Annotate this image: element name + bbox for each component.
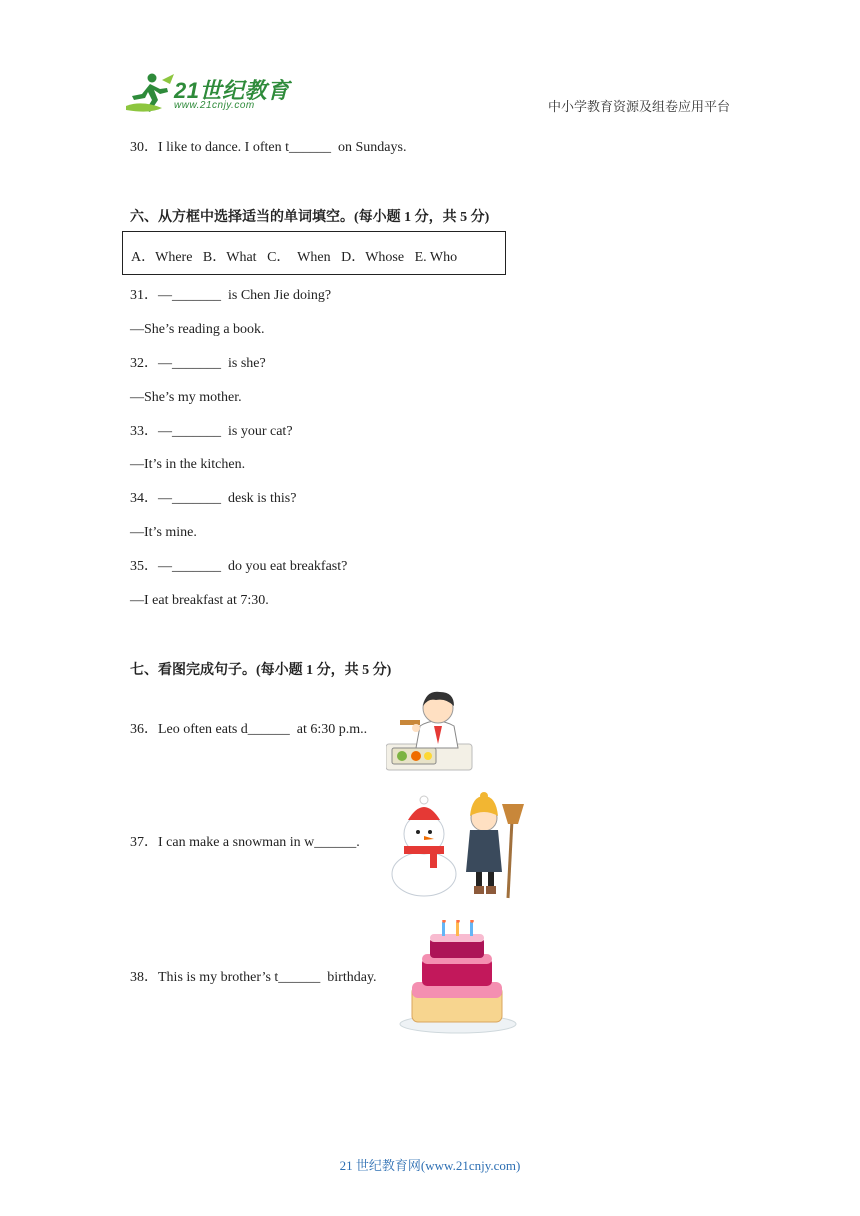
word-options: A．Where B．What C． When D．Whose E. Who bbox=[131, 250, 458, 265]
answer-33: —It’s in the kitchen. bbox=[130, 457, 246, 472]
section-7-title: 七、看图完成句子。(每小题 1 分，共 5 分) bbox=[130, 663, 392, 678]
answer-34: —It’s mine. bbox=[130, 525, 197, 540]
snowman-and-girl-illustration bbox=[380, 790, 532, 900]
answer-31: —She’s reading a book. bbox=[130, 322, 265, 337]
question-34: 34．—_______ desk is this? bbox=[130, 491, 297, 506]
answer-32: —She’s my mother. bbox=[130, 390, 242, 405]
word-options-box bbox=[122, 231, 506, 275]
question-37: 37．I can make a snowman in w______. bbox=[130, 835, 360, 850]
header-platform-text: 中小学教育资源及组卷应用平台 bbox=[547, 99, 730, 114]
footer-link[interactable]: 21 世纪教育网(www.21cnjy.com) bbox=[339, 1158, 521, 1173]
question-31: 31．—_______ is Chen Jie doing? bbox=[130, 288, 332, 303]
birthday-cake-illustration bbox=[396, 920, 520, 1038]
runner-logo-icon bbox=[122, 70, 178, 116]
question-36: 36．Leo often eats d______ at 6:30 p.m.. bbox=[130, 722, 368, 737]
logo-title: 21世纪教育 bbox=[174, 78, 290, 103]
question-38: 38．This is my brother’s t______ birthday. bbox=[130, 970, 377, 985]
section-6-title: 六、从方框中选择适当的单词填空。(每小题 1 分，共 5 分) bbox=[130, 210, 490, 225]
answer-35: —I eat breakfast at 7:30. bbox=[130, 593, 269, 608]
boy-eating-dinner-illustration bbox=[386, 686, 474, 772]
question-30: 30．I like to dance. I often t______ on Sundays. bbox=[130, 140, 407, 155]
logo-url: www.21cnjy.com bbox=[174, 100, 255, 111]
question-32: 32．—_______ is she? bbox=[130, 356, 266, 371]
question-35: 35．—_______ do you eat breakfast? bbox=[130, 559, 348, 574]
question-33: 33．—_______ is your cat? bbox=[130, 424, 293, 439]
site-logo bbox=[122, 70, 292, 116]
